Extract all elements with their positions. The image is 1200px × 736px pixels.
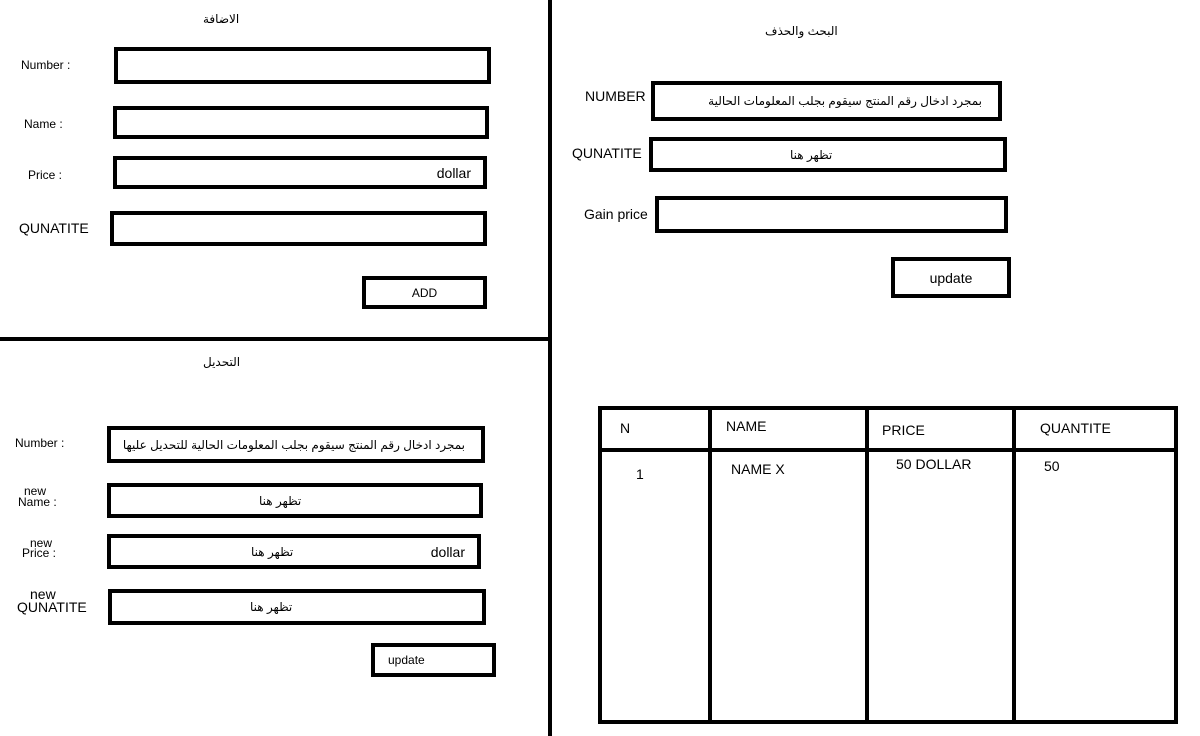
cell-n: 1 bbox=[636, 466, 644, 482]
new-name-input[interactable] bbox=[107, 483, 483, 518]
table-column-separator bbox=[708, 410, 712, 720]
search-number-label: NUMBER bbox=[585, 88, 646, 104]
search-section-title: البحث والحذف bbox=[765, 24, 838, 38]
new-price-input[interactable] bbox=[107, 534, 481, 569]
new-price-hint: تظهر هنا bbox=[251, 544, 294, 559]
cell-price: 50 DOLLAR bbox=[896, 456, 972, 472]
new-quantity-label-bottom: QUNATITE bbox=[17, 599, 87, 615]
price-input[interactable] bbox=[113, 156, 487, 189]
new-price-label-bottom: Price : bbox=[22, 546, 57, 560]
cell-name: NAME X bbox=[731, 461, 785, 477]
edit-number-input[interactable] bbox=[107, 426, 485, 463]
edit-number-hint: بمجرد ادخال رقم المنتج سيقوم بجلب المعلومات الحالية للتحديل عليها bbox=[122, 437, 465, 452]
add-section-title: الاضافة bbox=[203, 12, 240, 26]
new-name-label-bottom: Name : bbox=[18, 495, 57, 509]
search-quantity-label: QUNATITE bbox=[572, 145, 642, 161]
table-header-name: NAME bbox=[726, 418, 767, 434]
horizontal-divider bbox=[0, 337, 552, 341]
products-table bbox=[598, 406, 1178, 724]
vertical-divider bbox=[548, 0, 552, 736]
new-quantity-hint: تظهر هنا bbox=[250, 600, 293, 614]
table-header-price: PRICE bbox=[882, 422, 925, 438]
table-header-quantity: QUANTITE bbox=[1040, 420, 1111, 436]
edit-section-title: التحديل bbox=[203, 355, 241, 369]
table-column-separator bbox=[865, 410, 869, 720]
name-label: Name : bbox=[24, 117, 63, 131]
cell-quantity: 50 bbox=[1044, 458, 1060, 474]
search-quantity-hint: تظهر هنا bbox=[790, 147, 833, 162]
new-name-label-top: new bbox=[24, 484, 47, 498]
new-price-label-top: new bbox=[30, 536, 53, 550]
new-name-hint: تظهر هنا bbox=[259, 493, 302, 508]
search-number-input[interactable] bbox=[651, 81, 1002, 121]
gain-price-input[interactable] bbox=[655, 196, 1008, 233]
add-button[interactable]: ADD bbox=[362, 276, 487, 309]
new-quantity-input[interactable] bbox=[108, 589, 486, 625]
price-label: Price : bbox=[28, 168, 63, 182]
table-header-separator bbox=[602, 448, 1174, 452]
gain-price-label: Gain price bbox=[584, 206, 648, 222]
edit-update-button[interactable]: update bbox=[371, 643, 496, 677]
number-input[interactable] bbox=[114, 47, 491, 84]
price-unit-label: dollar bbox=[436, 164, 471, 181]
quantity-input[interactable] bbox=[110, 211, 487, 246]
table-header-n: N bbox=[620, 420, 631, 436]
number-label: Number : bbox=[21, 58, 71, 72]
name-input[interactable] bbox=[113, 106, 489, 139]
search-number-hint: بمجرد ادخال رقم المنتج سيقوم بجلب المعلومات الحالية bbox=[708, 94, 982, 108]
new-price-unit: dollar bbox=[430, 543, 465, 560]
search-update-button[interactable]: update bbox=[891, 257, 1011, 298]
search-quantity-field[interactable] bbox=[649, 137, 1007, 172]
table-column-separator bbox=[1012, 410, 1016, 720]
edit-number-label: Number : bbox=[15, 436, 65, 450]
new-quantity-label-top: new bbox=[30, 586, 56, 602]
quantity-label: QUNATITE bbox=[19, 220, 89, 236]
